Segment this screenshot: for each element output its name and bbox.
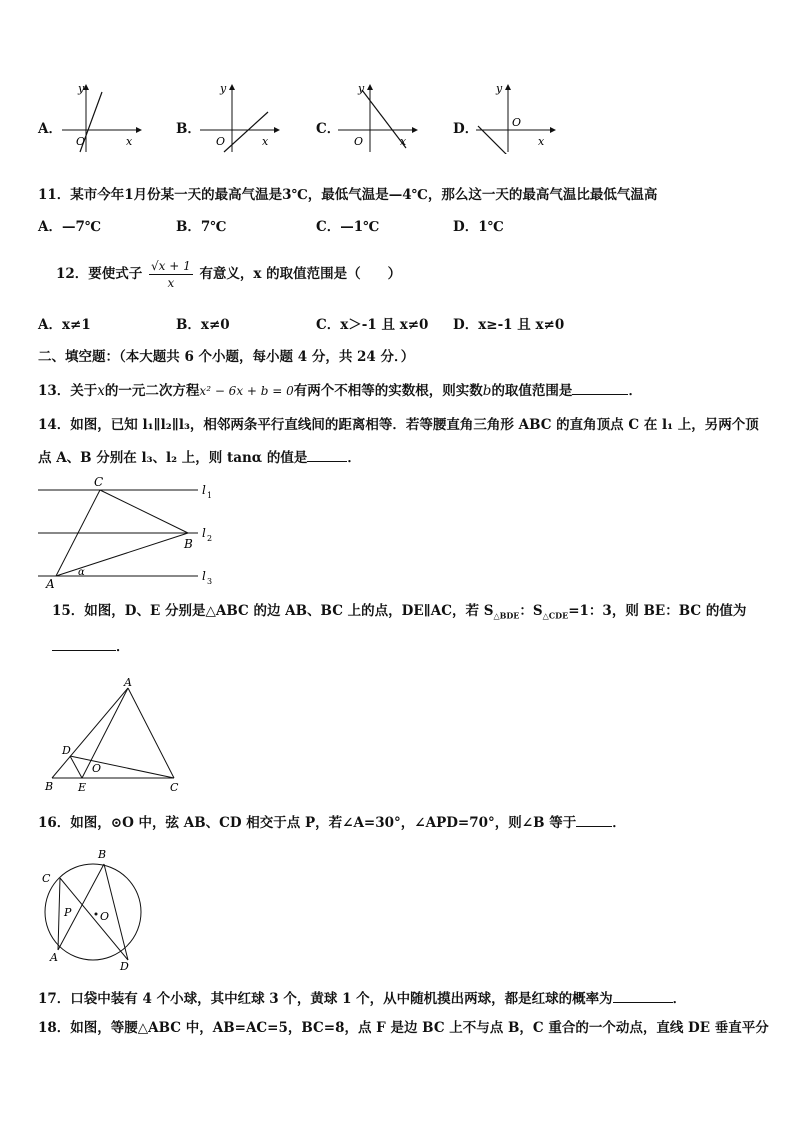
q14-label-a: A — [46, 577, 55, 590]
q10-option-c-letter: C． — [316, 121, 341, 137]
q14-label-l1: l — [202, 483, 206, 497]
q10-graph-a — [58, 82, 148, 154]
q10-graph-d — [472, 82, 562, 154]
q13-prefix: 13．关于 — [38, 383, 98, 399]
q16-label-p: P — [64, 906, 72, 919]
q15-line-1 — [52, 602, 746, 625]
q10-a-y-label: y — [78, 82, 85, 95]
q16-label-o: O — [100, 910, 110, 923]
q10-b-x-label: x — [262, 135, 269, 148]
q10-d-y-label: y — [496, 82, 503, 95]
q15-label-o: O — [92, 762, 102, 775]
q15-label-b: B — [45, 780, 54, 793]
q10-d-origin: O — [512, 116, 522, 129]
q15-label-e: E — [78, 781, 87, 794]
q13-var-x: x — [97, 383, 105, 399]
q13-end: 的取值范围是 — [491, 383, 573, 399]
q13-period: ． — [628, 383, 642, 399]
q10-option-a-letter: A． — [38, 121, 62, 137]
q15-sub-bde: △BDE — [493, 610, 520, 621]
q14-line-2-text: 点 A、B 分别在 l₃、l₂ 上，则 tanα 的值是 — [38, 450, 308, 466]
q12-option-c: C．x＞-1 且 x≠0 — [316, 317, 429, 333]
q10-b-y-label: y — [220, 82, 227, 95]
q16-stem — [38, 812, 626, 832]
q11-option-b: B．7℃ — [176, 219, 227, 235]
q13-mid: 的一元二次方程 — [104, 383, 200, 399]
q17-answer-blank[interactable] — [613, 988, 673, 1003]
q15-figure — [40, 676, 190, 794]
q12-option-d: D．x≥-1 且 x≠0 — [453, 317, 565, 333]
q11-stem: 11．某市今年1月份某一天的最高气温是3℃，最低气温是—4℃，那么这一天的最高气温比最低气温高 — [38, 187, 658, 203]
q17-text: 17．口袋中装有 4 个小球，其中红球 3 个，黄球 1 个，从中随机摸出两球，都是红球的概率为 — [38, 991, 613, 1007]
q16-text: 16．如图，⊙O 中，弦 AB、CD 相交于点 P，若∠A=30°，∠APD=70°，则∠B 等于 — [38, 815, 577, 831]
q16-figure — [36, 846, 156, 974]
q12-option-b: B．x≠0 — [176, 317, 230, 333]
q14-figure — [36, 476, 226, 590]
q14-period: ． — [347, 450, 361, 466]
q10-c-x-label: x — [400, 135, 407, 148]
q15-sub-cde: △CDE — [542, 610, 569, 621]
q10-c-origin: O — [354, 135, 364, 148]
q16-label-c: C — [42, 872, 51, 885]
q10-a-x-label: x — [126, 135, 133, 148]
q12-suffix: 有意义，x 的取值范围是（ ） — [199, 266, 402, 282]
q11-option-c: C．—1℃ — [316, 219, 380, 235]
q14-label-l3-sub: 3 — [207, 577, 213, 586]
q17-stem — [38, 988, 686, 1008]
q10-graph-c — [334, 82, 424, 154]
q15-answer-blank[interactable] — [52, 636, 116, 651]
q15-line-2 — [52, 636, 130, 656]
q14-label-b: B — [184, 537, 193, 551]
q14-label-l1-sub: 1 — [207, 491, 213, 500]
q16-label-d: D — [120, 960, 129, 973]
q13-suffix: 有两个不相等的实数根，则实数 — [293, 383, 483, 399]
q15-text-c: =1：3，则 BE：BC 的值为 — [568, 603, 747, 619]
q10-a-origin: O — [76, 135, 86, 148]
section-2-heading: 二、填空题：（本大题共 6 个小题，每小题 4 分，共 24 分．） — [38, 349, 415, 365]
q11-option-a: A．—7℃ — [38, 219, 102, 235]
q15-period: ． — [116, 639, 130, 655]
q16-label-b: B — [98, 848, 107, 861]
q18-stem: 18．如图，等腰△ABC 中，AB=AC=5，BC=8，点 F 是边 BC 上不与点 B，C 重合的一个动点，直线 DE 垂直平分 — [38, 1020, 769, 1036]
q15-label-d: D — [62, 744, 71, 757]
q14-label-c: C — [94, 476, 104, 489]
q16-label-a: A — [50, 951, 58, 964]
q14-label-l2: l — [202, 526, 206, 540]
q15-label-c: C — [170, 781, 179, 794]
q10-graph-b — [196, 82, 286, 154]
q14-answer-blank[interactable] — [307, 447, 347, 462]
q16-period: ． — [612, 815, 626, 831]
q12-fraction — [149, 258, 193, 291]
q14-label-l2-sub: 2 — [207, 534, 213, 543]
q10-option-b-letter: B． — [176, 121, 201, 137]
q14-line-1: 14．如图，已知 l₁∥l₂∥l₃，相邻两条平行直线间的距离相等．若等腰直角三角形 ABC 的直角顶点 C 在 l₁ 上，另两个顶 — [38, 417, 759, 433]
q13-equation: x² − 6x + b = 0 — [199, 384, 294, 398]
q12-fraction-numerator: √x + 1 — [151, 259, 191, 273]
q10-d-x-label: x — [538, 135, 545, 148]
q13-var-b: b — [482, 383, 492, 399]
q15-label-a: A — [124, 676, 132, 689]
q10-b-origin: O — [216, 135, 226, 148]
q17-period: ． — [672, 991, 687, 1007]
q14-label-alpha: α — [78, 567, 85, 578]
q15-text-b: ：S — [519, 603, 543, 619]
q11-option-d: D．1℃ — [453, 219, 504, 235]
q15-text-a: 15．如图，D、E 分别是△ABC 的边 AB、BC 上的点，DE∥AC，若 S — [52, 603, 494, 619]
q12-fraction-denominator: x — [167, 276, 175, 290]
q12-stem — [56, 255, 401, 293]
q14-label-l3: l — [202, 569, 206, 583]
q13-answer-blank[interactable] — [572, 380, 628, 395]
q12-option-a: A．x≠1 — [38, 317, 91, 333]
q13-stem — [38, 380, 642, 400]
q16-answer-blank[interactable] — [576, 812, 612, 827]
q12-prefix: 12．要使式子 — [56, 266, 143, 282]
q10-option-d-letter: D． — [453, 121, 479, 137]
q14-line-2 — [38, 447, 361, 467]
q10-c-y-label: y — [358, 82, 365, 95]
